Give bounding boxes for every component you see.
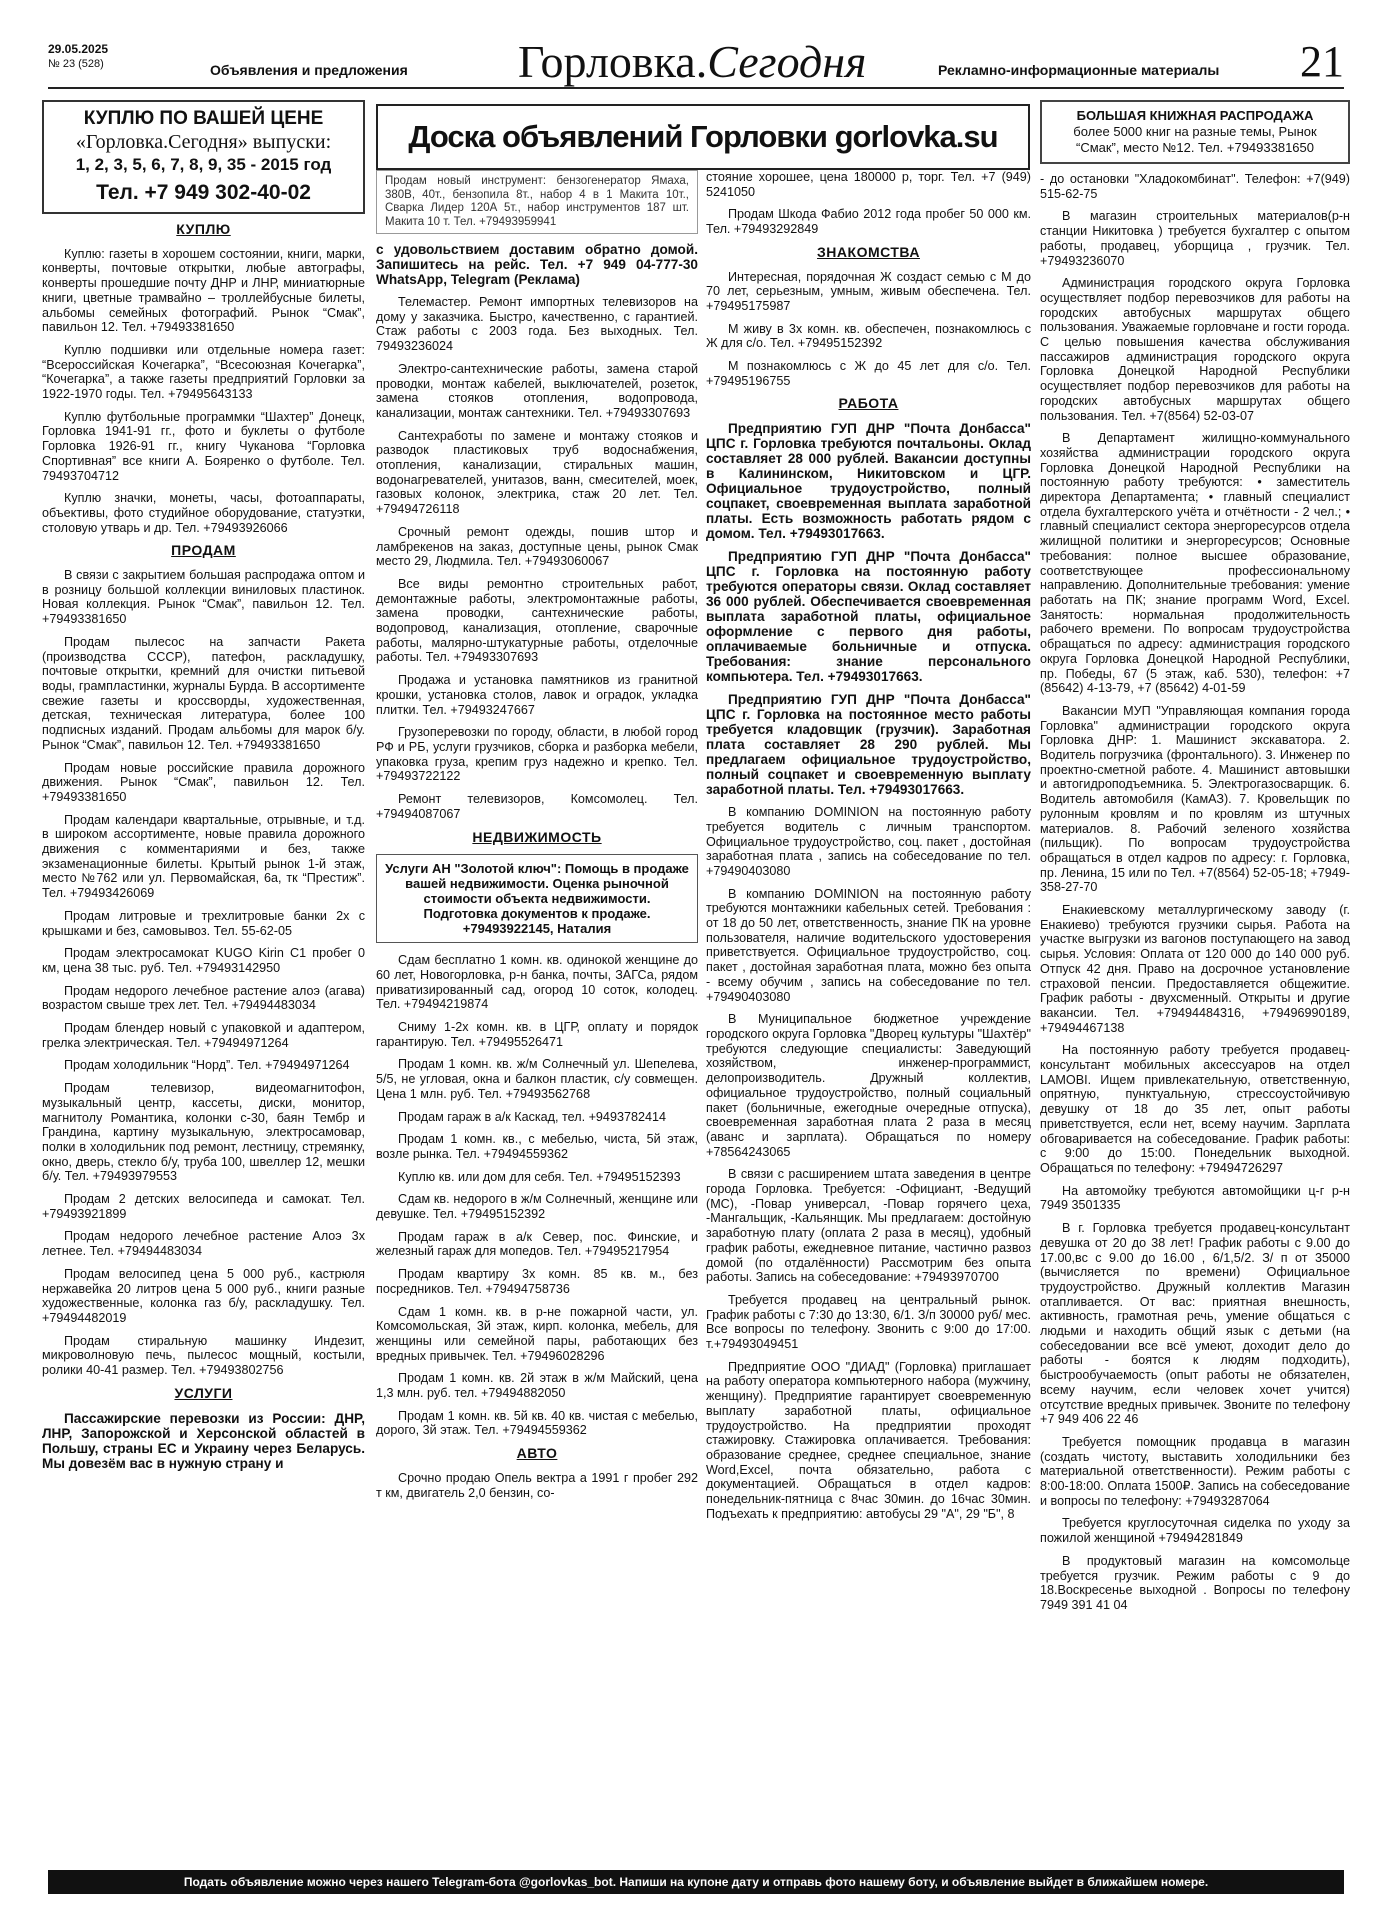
ad-item: Сдам 1 комн. кв. в р-не пожарной части, ул. Комсомольская, 3й этаж, кирп. колонка, мебель, для женщины или семейной пары, работающих без вредных привычек. Тел. +79496028296 [376, 1304, 698, 1363]
ad-item: Енакиевскому металлургическому заводу (г. Енакиево) требуются грузчики сырья. Работа на участке выгрузки из вагонов поступающего на завод сырья. Условия: Оплата от 120 000 до 140 000 руб. Отпуск 42 дня. Право на досрочное установление страховой пенсии. Предоставляется общежитие. График работы - двухсменный. Открыты и другие вакансии. Тел. +79494484316, +79496990189, +79494467138 [1040, 903, 1350, 1035]
board-banner: Доска объявлений Горловки gorlovka.su [376, 104, 1030, 170]
ad-item: В г. Горловка требуется продавец-консультант девушка от 20 до 38 лет! График работы с 9.00 до 17.00,вс с 9.00 до 16.00 , 6/1,5/2. З/ п от 35000 (вычисляется по времени) Официальное трудоустройство. Дружный коллектив Магазин отапливается. От вас: приятная внешность, активность, грамотная речь, умение общаться с людьми и находить общий язык с детьми (на собеседовании все всё умеют, доходит дело до работы - боятся к людям подходить), быстрообучаемость (опыт работы не обязателен, всему научим, если человек хочет учится) отсутствие вредных привычек. Звоните по телефону +7 949 406 22 46 [1040, 1221, 1350, 1427]
ad-item: Продам пылесос на запчасти Ракета (производства СССР), патефон, раскладушку, почтовые открытки, кремний для очистки питьевой воды, грампластинки, журналы Бурда. В ассортименте свежие газеты и кроссворды, художественная, детская, техническая литература, более 100 подписных изданий. Продам альбомы для марок б/у. Рынок “Смак”, павильон 12. Тел. +79493381650 [42, 634, 365, 752]
buy-issues-box [42, 100, 365, 214]
heading-work: РАБОТА [838, 395, 899, 412]
ad-item: Требуется помощник продавца в магазин (создать чистоту, выставить холодильники без материальной ответственности). Режим работы с 8:00-18:00. Оплата 1500₽. Запись на собеседование и вопросы по телефону: +79493287064 [1040, 1434, 1350, 1508]
ad-item: На автомойку требуются автомойщики ц-г р-н 7949 3501335 [1040, 1183, 1350, 1213]
header-divider [48, 87, 1344, 89]
ad-item: Предприятию ГУП ДНР "Почта Донбасса" ЦПС г. Горловка на постоянное место работы требуется кладовщик (грузчик). Заработная плата составляет 28 290 рублей. Мы предлагаем официальное трудоустройство, полный соцпакет и своевременную выплату заработной платы. Тел. +79493017663. [706, 692, 1031, 798]
ad-item: Продам литровые и трехлитровые банки 2х с крышками и без, самовывоз. Тел. 55-62-05 [42, 908, 365, 938]
box-subtitle: «Горловка.Сегодня» выпуски: [75, 131, 332, 153]
work-ad-cont: - до остановки "Хладокомбинат". Телефон: +7(949) 515-62-75 [1040, 172, 1350, 201]
logo-italic: Сегодня [707, 36, 867, 87]
ad-item: Продам велосипед цена 5 000 руб., кастрюля нержавейка 20 литров цена 5 000 руб., книги разные художественные, колонка газ б/у, раскладушку. Тел. +79494482019 [42, 1266, 365, 1325]
heading-buy: КУПЛЮ [176, 221, 231, 237]
ad-item: Продам блендер новый с упаковкой и адаптером, грелка электрическая. Тел. +79494971264 [42, 1021, 365, 1050]
heading-dating: ЗНАКОМСТВА [817, 243, 920, 260]
ad-item: Продам 1 комн. кв. ж/м Солнечный ул. Шепелева, 5/5, не угловая, окна и балкон пластик, с/у совмещен. Цена 1 млн. руб. Тел. +79493562768 [376, 1057, 698, 1101]
buy-list [42, 247, 365, 536]
ad-item: В продуктовый магазин на комсомольце требуется грузчик. Режим работы с 9 до 18.Воскресенье выходной . Вопросы по телефону 7949 391 41 04 [1040, 1553, 1350, 1612]
ad-item: Продам недорого лечебное растение Алоэ 3х летнее. Тел. +79494483034 [42, 1229, 365, 1259]
realty-agency-ad: Услуги АН "Золотой ключ": Помощь в продаже вашей недвижимости. Оценка рыночной стоимости объекта недвижимости. Подготовка документов к продаже. +79493922145, Наталия [376, 854, 698, 943]
ad-item: Предприятию ГУП ДНР "Почта Донбасса" ЦПС г. Горловка на постоянную работу требуются операторы связи. Оклад составляет 36 000 рублей. Обеспечивается своевременная выплата заработной платы, официальное оформление с первого дня работы, оплачиваемые больничные и отпуска. Требования: знание персонального компьютера. Тел. +79493017663. [706, 549, 1031, 685]
ad-item: Вакансии МУП "Управляющая компания города Горловка" администрации городского округа Горловка ДНР: 1. Машинист экскаватора. 2. Водитель погрузчика (фронтального). 3. Инженер по проектно-сметной работе. 4. Машинист автовышки и автогидроподъемника. 5. Электрогазосварщик. 6. Водитель автомобиля (КамАЗ). 7. Кровельщик по рулонным кровлям и по кровлям из штучных материалов. 8. Рабочий зеленого хозяйства (пильщик). По вопросам трудоустройства обращаться в отдел кадров по адресу: г. Горловка, пр. Ленина, 15 или по Тел. +7(8564) 52-05-18; +7949-358-27-70 [1040, 703, 1350, 895]
ad-item: Все виды ремонтно строительных работ, демонтажные работы, электромонтажные работы, замена проводки, сантехнические работы, водопровод, канализация, отопление, сварочные работы, малярно-штукатурные работы, отделочные работы. Тел. +79493307693 [376, 576, 698, 665]
ad-item: Куплю значки, монеты, часы, фотоаппараты, объективы, фото студийное оборудование, статуэтки, столовую утварь и др. Тел. +79493926066 [42, 491, 365, 535]
ad-item: Продам новые российские правила дорожного движения. Рынок “Смак”, павильон 12. Тел. +79493381650 [42, 760, 365, 804]
box-phone: Тел. +7 949 302-40-02 [96, 181, 311, 204]
heading-auto: АВТО [516, 1445, 558, 1462]
ad-item: Продам телевизор, видеомагнитофон, музыкальный центр, кассеты, диски, монитор, магнитолу Романтика, колонки с-30, баян Тембр и Грандина, картину музыкальную, электросамовар, полки в холодильник под ремонт, лестницу, стремянку, окно, дверь, стекло б/у, труба 100, швеллер 12, мешки б/у. Тел. +79493979553 [42, 1081, 365, 1184]
ad-item: Продам электросамокат KUGO Kirin C1 пробег 0 км, цена 38 тыс. руб. Тел. +79493142950 [42, 946, 365, 975]
work-list-2 [1040, 209, 1350, 1612]
ad-item: Продам 1 комн. кв. 5й кв. 40 кв. чистая с мебелью, дорого, 3й этаж. Тел. +79494559362 [376, 1408, 698, 1438]
column-2 [376, 100, 698, 1508]
ad-item: В компанию DOMINION на постоянную работу требуется водитель с личным транспортом. Официальное трудоустройство, соц. пакет , достойная заработная плата , запись на собеседование по тел. +79490403080 [706, 805, 1031, 878]
box-issues: 1, 2, 3, 5, 6, 7, 8, 9, 35 - 2015 год [75, 155, 332, 174]
ad-item: Сдам кв. недорого в ж/м Солнечный, женщине или девушке. Тел. +79495152392 [376, 1192, 698, 1222]
ad-item: Продам 1 комн. кв., с мебелью, чиста, 5й этаж, возле рынка. Тел. +79494559362 [376, 1132, 698, 1161]
dating-list [706, 270, 1031, 389]
ad-item: Куплю кв. или дом для себя. Тел. +79495152393 [398, 1169, 681, 1184]
ad-item: На постоянную работу требуется продавец-консультант мобильных аксессуаров на отдел LAMOBI. Ищем привлекательную, ответственную, опрятную, пунктуальную, стрессоустойчивую девушку от 18 до 35 лет, опыт работы приветствуется, если нет, всему научим. Зарплата обговаривается на собеседование. График работы: с 9:00 до 15:00. Понедельник выходной. Обращаться по телефону: +79494726297 [1040, 1043, 1350, 1175]
issue-number: № 23 (528) [48, 58, 104, 70]
services-list [376, 295, 698, 822]
ad-item: Продам гараж в а/к Каскад, тел. +9493782414 [398, 1109, 666, 1124]
ad-item: В Департамент жилищно-коммунального хозяйства администрации городского округа Горловка Донецкой Народной Республики на постоянную работу требуются: • заместитель директора Департамента; • главный специалист отдела бухгалтерского учёта и отчётности - 2 чел.; • главный специалист сектора энергоресурсов отдела жилищной политики и энергоресурсов; Основные требования: полное высшее образование, соответствующее профессиональному направлению. Дополнительные требования: умение работать на ПК; знание программ Word, Excel. Занятость: нормальная продолжительность рабочего времени. По вопросам трудоустройства обращаться по адресу: администрация городского округа Горловка Донецкой Народной Республики, пр. Победы, 67 (5 этаж, каб. 530), телефон: +7 (85642) 4-13-79, +7 (85642) 4-01-59 [1040, 431, 1350, 696]
auto-ad-cont: стояние хорошее, цена 180000 р, торг. Тел. +7 (949) 5241050 [706, 170, 1031, 199]
ad-item: Срочный ремонт одежды, пошив штор и ламбрекенов на заказ, доступные цены, рынок Смак место 29, Людмила. Тел. +79493060067 [376, 524, 698, 569]
ad-item: Телемастер. Ремонт импортных телевизоров на дому у заказчика. Быстро, качественно, с гарантией. Стаж работы с 2003 года. Без выходных. Тел. 79493236024 [376, 295, 698, 354]
book-sale-text: более 5000 книг на разные темы, Рынок “Смак”, место №12. Тел. +79493381650 [1073, 124, 1317, 155]
ad-item: Интересная, порядочная Ж создаст семью с М до 70 лет, серьезным, умным, живым обеспечена. Тел. +79495175987 [706, 269, 1031, 313]
ad-item: Продам квартиру 3х комн. 85 кв. м., без посредников. Тел. +79494758736 [376, 1267, 698, 1296]
page-header [48, 38, 1344, 86]
ad-item: В Муниципальное бюджетное учреждение городского округа Горловка "Дворец культуры "Шахтёр" требуются следующие специалисты: Заведующий хозяйством, инженер-программист, делопроизводитель. Дружный коллектив, официальное трудоустройство, полный социальный пакет (больничные, ежегодные очередные отпуска), своевременная заработная плата 2 раза в месяц (аванс и зарплата). Обращаться по номеру +78564243065 [706, 1012, 1031, 1159]
heading-realty: НЕДВИЖИМОСТЬ [472, 828, 602, 845]
ad-item: Продам недорого лечебное растение алоэ (агава) возрастом свыше трех лет. Тел. +79494483034 [42, 983, 365, 1013]
work-list [706, 805, 1031, 1521]
ad-item: Предприятие ООО "ДИАД" (Горловка) приглашает на работу оператора компьютерного набора (мужчину, женщину). Предприятие гарантирует своевременную выплату заработной платы, официальное трудоустройство. На предприятии проходят стажировку. Стажировка оплачивается. Требования: образование среднее, среднее специальное, знание Word,Excel, почта обязательно, работа с документацией. Обращаться в отдел кадров: понедельник-пятница с 8час 30мин. до 16час 30мин. Подъехать к предприятию: автобусы 29 "А", 29 "Б", 8 [706, 1359, 1031, 1521]
ad-item: Продам календари квартальные, отрывные, и т.д. в широком ассортименте, новые правила дорожного движения с комментариями и без, также экзаменационные билеты. Крытый рынок 1-й этаж, место №762 или ул. Первомайская, 6а, тк “Престиж”. Тел. +79493426069 [42, 812, 365, 901]
promo-label: Рекламно-информационные материалы [938, 62, 1220, 78]
ad-item: Сдам бесплатно 1 комн. кв. одинокой женщине до 60 лет, Новогорловка, р-н банка, почты, ЗАГСа, рядом приватизированный сад, огород 10 соток, колодец. Тел. +79494219874 [376, 953, 698, 1012]
column-4 [1040, 100, 1350, 1621]
ad-item: М живу в 3х комн. кв. обеспечен, познакомлюсь с Ж для с/о. Тел. +79495152392 [706, 321, 1031, 351]
heading-services: УСЛУГИ [174, 1384, 233, 1401]
ad-item: Ремонт телевизоров, Комсомолец. Тел. +79494087067 [376, 792, 698, 821]
ad-item: Продам 1 комн. кв. 2й этаж в ж/м Майский, цена 1,3 млн. руб. тел. +79494882050 [376, 1371, 698, 1401]
footer-telegram-note: Подать объявление можно через нашего Telegram-бота @gorlovkas_bot. Напиши на купоне дату и отправь фото нашему боту, и объявление выйдет в ближайшем номере. [48, 1870, 1344, 1894]
ad-item: Сантехработы по замене и монтажу стояков и разводок пластиковых труб водоснабжения, отопления, канализации, стиральных машин, водонагревателей, унитазов, ванн, смесителей, моек, газовых колонок, электрика, стаж 20 лет. Тел. +79494726118 [376, 428, 698, 517]
auto-ad: Срочно продаю Опель вектра а 1991 г пробег 292 т км, двигатель 2,0 бензин, со- [376, 1470, 698, 1500]
ad-item: Продажа и установка памятников из гранитной крошки, установка столов, лавок и оградок, укладка плитки. Тел. +79493247667 [376, 673, 698, 717]
ad-item: Требуется продавец на центральный рынок. График работы с 7:30 до 13:30, 6/1. З/п 30000 руб/ мес. Все вопросы по телефону. Звонить с 9:00 до 17:00. т.+79493049451 [706, 1292, 1031, 1352]
section-title: Объявления и предложения [210, 62, 408, 78]
ad-item: Куплю футбольные программки “Шахтер” Донецк, Горловка 1941-91 гг., фото и буклеты о футболе Горловка 1926-91 гг., книгу Чуканова “Горловка Спортивная” все книги А. Бояренко о футболе. Тел. 79493704712 [42, 409, 365, 483]
ad-item: Куплю: газеты в хорошем состоянии, книги, марки, конверты, почтовые открытки, любые автографы, конверты прошедшие почту ДНР и ЛНР, миниатюрные книги, цветные трамвайно – троллейбусные билеты, альбомы семейных фотографий. Рынок “Смак”, павильон 12. Тел. +79493381650 [42, 246, 365, 335]
auto-ad-skoda: Продам Шкода Фабио 2012 года пробег 50 000 км. Тел. +79493292849 [706, 207, 1031, 237]
ad-item: В связи с закрытием большая распродажа оптом и в розницу большой коллекции виниловых пластинок. Новая коллекция. Рынок “Смак”, павильон 12. Тел. +79493381650 [42, 568, 365, 627]
book-sale-title: БОЛЬШАЯ КНИЖНАЯ РАСПРОДАЖА [1076, 108, 1314, 123]
ad-item: Грузоперевозки по городу, области, в любой город РФ и РБ, услуги грузчиков, сборка и разборка мебели, упаковка груза, крепим груз надежно и крепко. Тел. +79493722122 [376, 725, 698, 784]
column-3 [706, 100, 1031, 1529]
work-bold-list [706, 421, 1031, 797]
ad-item: Администрация городского округа Горловка осуществляет подбор перевозчиков для работы на городских автобусных маршрутах общего пользования. Уважаемые горловчане и гости города. С целью повышения качества обслуживания пассажиров администрация городского округа Горловка Донецкой Народной Республики осуществляет подбор перевозчиков для работы на городских автобусных маршрутах общего пользования. Тел. +7(8564) 52-03-07 [1040, 276, 1350, 423]
ad-item: Продам стиральную машинку Индезит, микроволновую печь, пылесос мощный, костыли, ролики 40-41 размер. Тел. +79493802756 [42, 1333, 365, 1378]
ad-item: Продам холодильник “Норд”. Тел. +79494971264 [64, 1058, 350, 1073]
ad-item: Куплю подшивки или отдельные номера газет: “Всероссийская Кочегарка”, “Всесоюзная Кочегарка”, “Кочегарка”, а также газеты предприятий Горловки за 1922-1970 годы. Тел. +79495643133 [42, 342, 365, 402]
book-sale-box [1040, 100, 1350, 164]
transport-ad: Пассажирские перевозки из России: ДНР, ЛНР, Запорожской и Херсонской областей в Польшу, страны ЕС и Украину через Беларусь. Мы довезём вас в нужную страну и [42, 1410, 365, 1471]
heading-sell: ПРОДАМ [171, 542, 236, 559]
ad-item: Электро-сантехнические работы, замена старой проводки, монтаж кабелей, выключателей, розеток, замена стояков отопления, водопровода, канализации, монтаж сантехники. Тел. +79493307693 [376, 361, 698, 420]
ad-item: Требуется круглосуточная сиделка по уходу за пожилой женщиной +79494281849 [1040, 1516, 1350, 1546]
newspaper-logo [518, 38, 866, 86]
ad-item: В магазин строительных материалов(р-н станции Никитовка ) требуется бухгалтер с опытом работы, продавец, уборщица , грузчик. Тел. +79493236070 [1040, 209, 1350, 268]
issue-date: 29.05.2025 [48, 42, 109, 56]
ad-item: Продам гараж в а/к Север, пос. Финские, и железный гараж для мопедов. Тел. +79495217954 [376, 1229, 698, 1259]
tools-ad: Продам новый инструмент: бензогенератор Ямаха, 380В, 40т., бензопила 8т., набор 4 в 1 Макита 10т., Сварка Лидер 120А 5т., набор инструментов 187 шт. Макита 10 т. Тел. +79493959941 [376, 170, 698, 234]
column-1 [42, 100, 365, 1479]
sell-list [42, 568, 365, 1378]
page-number: 21 [1300, 37, 1344, 86]
ad-item: В связи с расширением штата заведения в центре города Горловка. Требуется: -Официант, -Ведущий (МС), -Повар универсал, -Повар горячего цеха, -Мангальщик, -Кальянщик. Мы предлагаем: достойную заработную плату (оплата 2 раза в месяц), удобный график работы, ежедневное питание, частично развоз домой (по отдалённости) Рассмотрим без опыта работы. Запись на собеседование: +79493970700 [706, 1167, 1031, 1285]
transport-ad-cont: с удовольствием доставим обратно домой. Запишитесь на рейс. Тел. +7 949 04-777-30 WhatsApp, Telegram (Реклама) [376, 242, 698, 287]
ad-item: М познакомлюсь с Ж до 45 лет для с/о. Тел. +79495196755 [706, 359, 1031, 388]
box-title: КУПЛЮ ПО ВАШЕЙ ЦЕНЕ [83, 108, 324, 129]
realty-list [376, 953, 698, 1438]
ad-item: Сниму 1-2х комн. кв. в ЦГР, оплату и порядок гарантирую. Тел. +79495526471 [376, 1020, 698, 1049]
logo-main: Горловка. [518, 36, 708, 87]
ad-item: Предприятию ГУП ДНР "Почта Донбасса" ЦПС г. Горловка требуются почтальоны. Оклад составляет 28 000 рублей. Вакансии доступны в Калининском, Никитовском и ЦГР. Официальное трудоустройство, полный соцпакет, своевременная выплата заработной платы. Есть возможность работать рядом с домом. Тел. +79493017663. [706, 421, 1031, 542]
ad-item: В компанию DOMINION на постоянную работу требуются монтажники кабельных сетей. Требования : от 18 до 50 лет, ответственность, знание ПК на уровне пользователя, наличие водительского удостоверения приветствуется. Официальное трудоустройство, соц. пакет , достойная заработная плата, можно без опыта - всему обучим , запись на собеседование по тел. +79490403080 [706, 886, 1031, 1004]
ad-item: Продам 2 детских велосипеда и самокат. Тел. +79493921899 [42, 1192, 365, 1221]
